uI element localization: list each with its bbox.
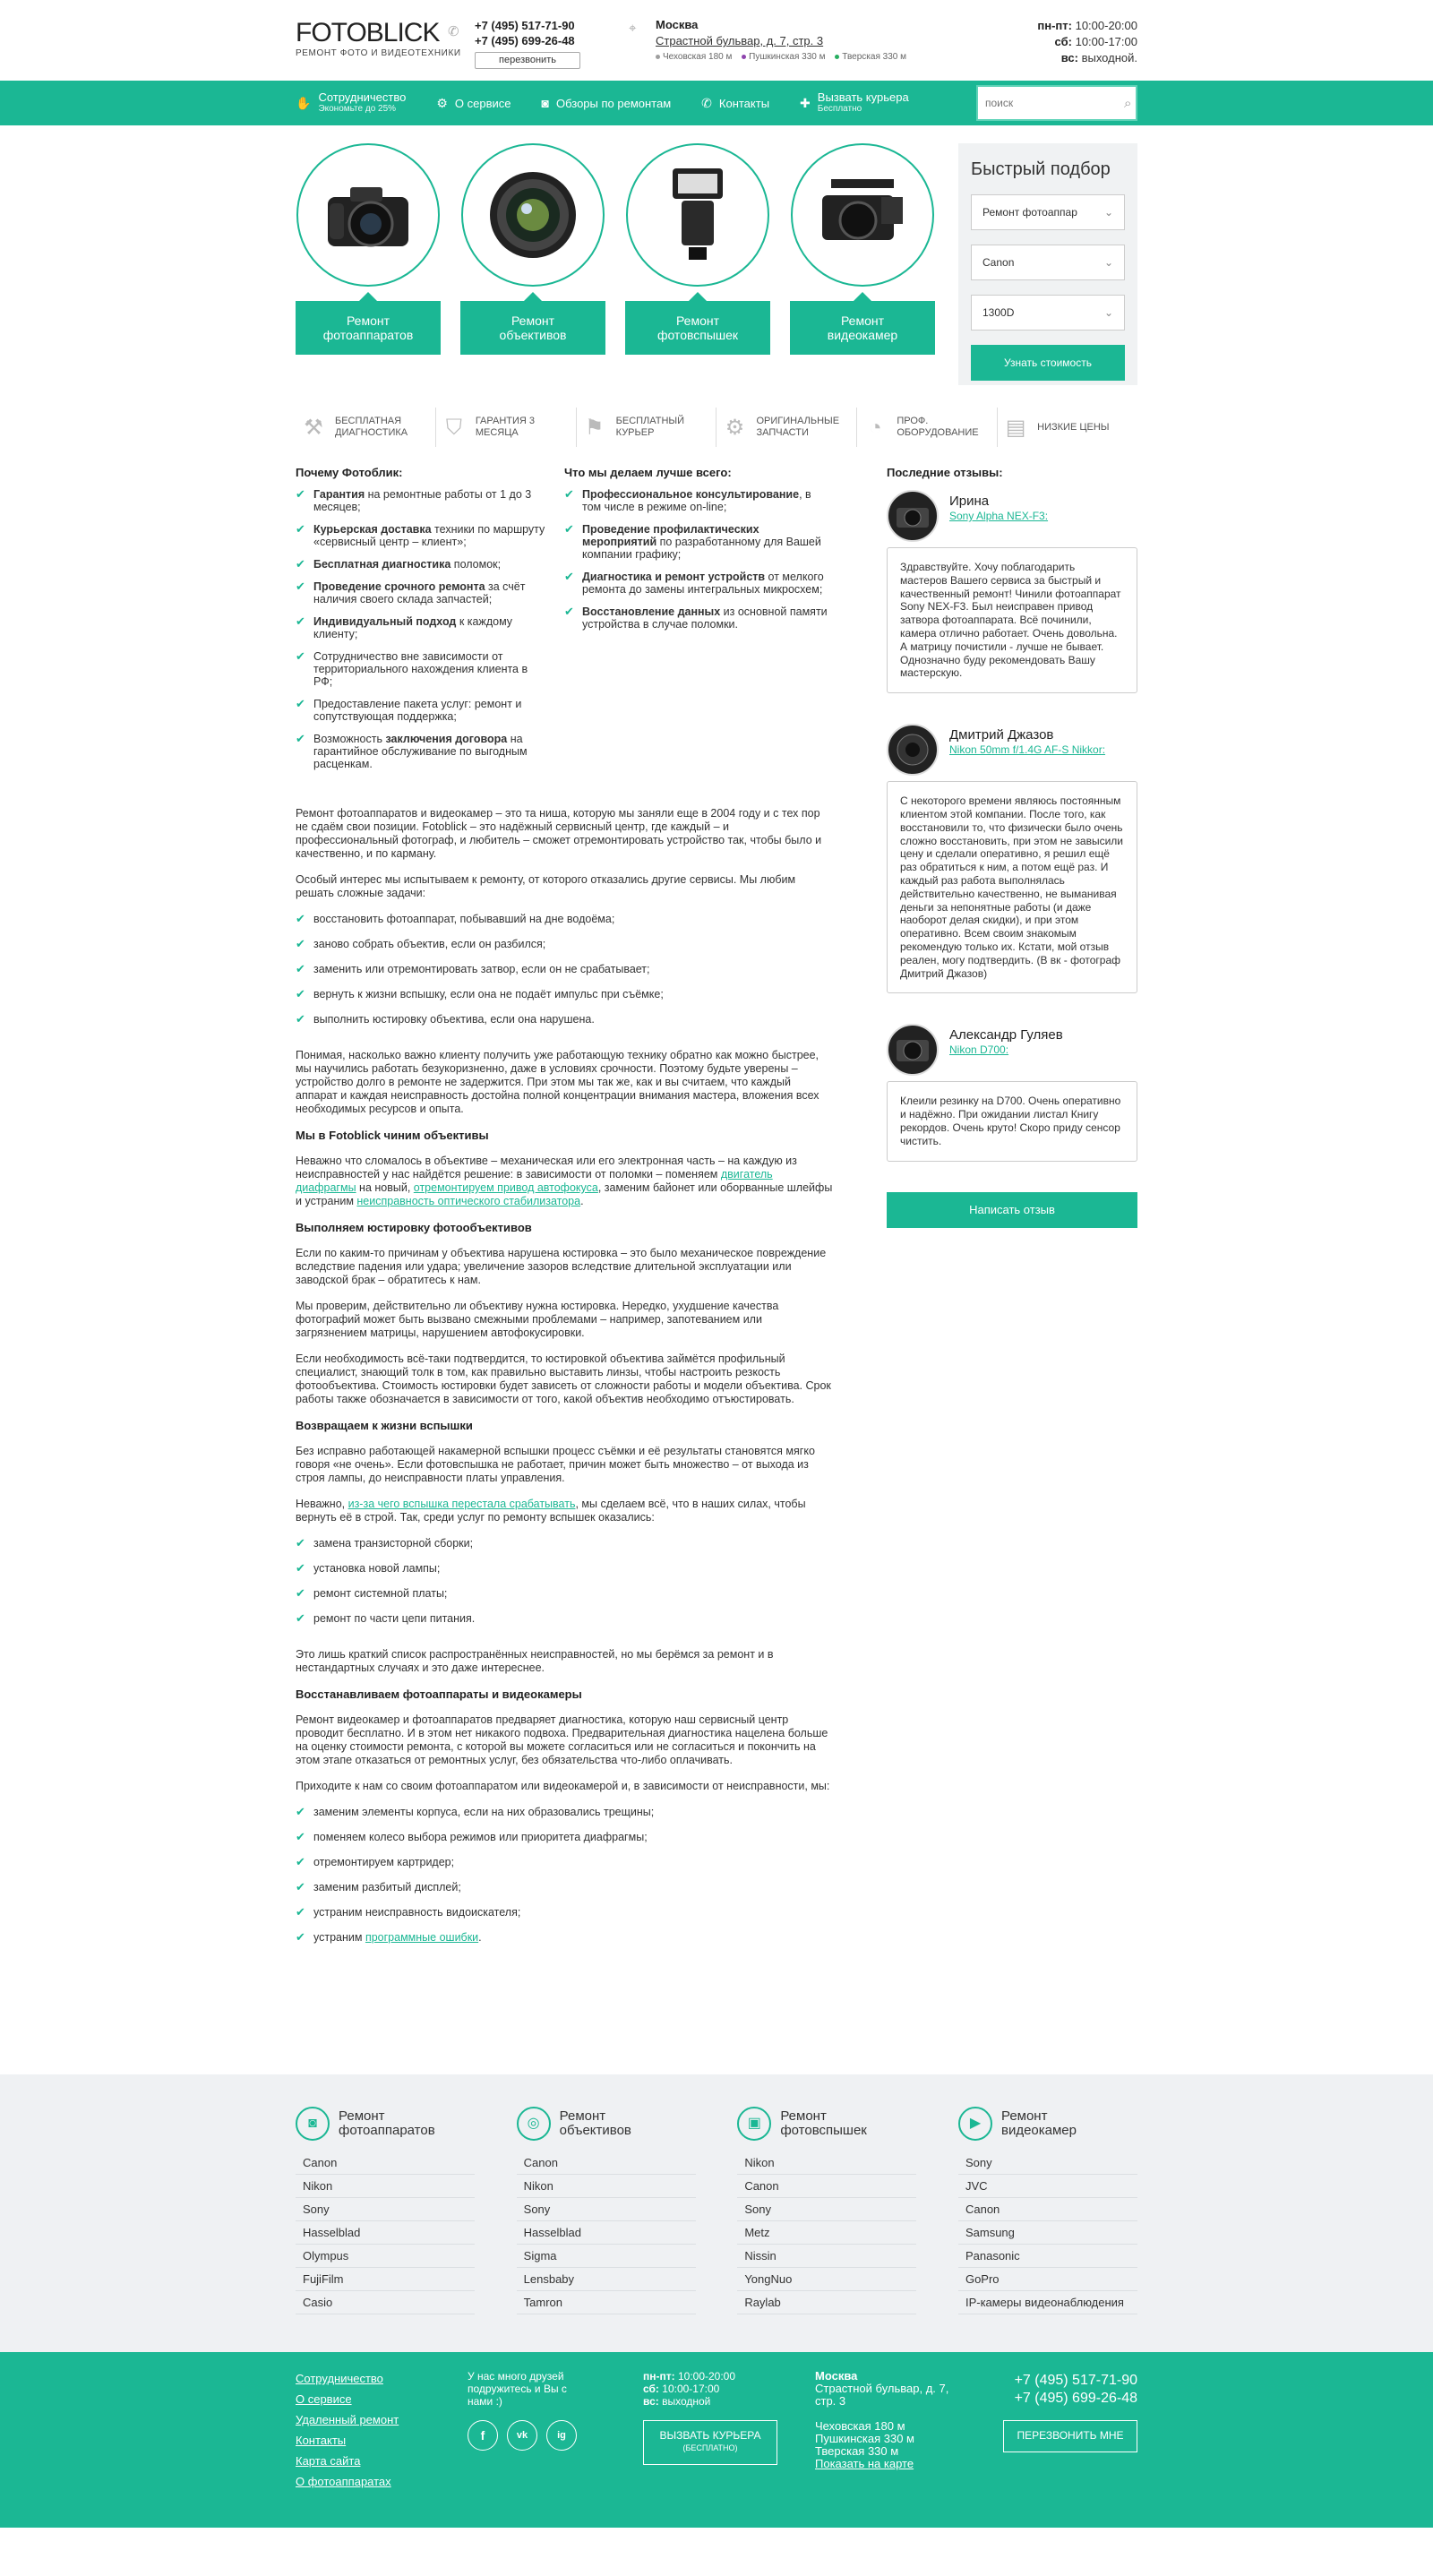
list-item: ✔ Возможность заключения договора на гарантийное обслуживание по выгодным расценкам.	[296, 733, 546, 770]
avatar	[887, 490, 939, 542]
list-item: ✔ заменим элементы корпуса, если на них образовались трещины;	[296, 1806, 833, 1818]
footer-social	[468, 2370, 593, 2451]
review-card	[887, 490, 1137, 693]
lens-icon: ◎	[517, 2107, 551, 2141]
service-flashes[interactable]	[625, 143, 770, 355]
chevron-down-icon: ⌄	[1103, 256, 1113, 269]
review-text: С некоторого времени являюсь постоянным клиентом этой компании. После того, как восстановили то, что физически было очень сложно восстановить, при этом не завысили цену и сделали оперативно, я решил ещё раз обратиться к ним, а потом ещё раз. И каждый раз работа выполнялась действительно качественно, не выманивая деньги за непонятные работы (и даже наоборот делая скидки), и при этом оперативно. Всем своим знакомым рекомендую только их. Кстати, мой отзыв реален, могу подтвердить. (В вк - фотограф Дмитрий Джазов)	[887, 781, 1137, 993]
brand-link[interactable]: Hasselblad	[296, 2221, 475, 2245]
brand-link[interactable]: Nikon	[517, 2175, 696, 2198]
avatar	[887, 1024, 939, 1076]
why-us-block	[296, 466, 833, 780]
brand-link[interactable]: Olympus	[296, 2245, 475, 2268]
write-review-button[interactable]: Написать отзыв	[887, 1192, 1137, 1228]
phone-icon: ✆	[448, 24, 459, 39]
nav-courier[interactable]: ✚ Вызвать курьера Бесплатно	[800, 90, 909, 114]
flash-icon: ▣	[737, 2107, 771, 2141]
header-street[interactable]: Страстной бульвар, д. 7, стр. 3	[656, 34, 824, 47]
feature-item: ⚑ БЕСПЛАТНЫЙ КУРЬЕР	[577, 408, 717, 447]
list-item: ✔ ремонт по части цепи питания.	[296, 1612, 833, 1625]
footer-hours	[643, 2370, 777, 2465]
service-videocams[interactable]	[790, 143, 935, 355]
friends-text: У нас много друзей подружитесь и Вы с нами :)	[468, 2370, 567, 2408]
review-text: Здравствуйте. Хочу поблагодарить мастеров Вашего сервиса за быстрый и качественный ремонт! Чинили фотоаппарат Sony NEX-F3. Был неисправен привод затвора фотоаппарата. Всё починили, камера отлично работает. Очень довольна. А матрицу почистили - лучше не бывает. Однозначно буду рекомендовать Вашу мастерскую.	[887, 547, 1137, 693]
list-item: ✔ Предоставление пакета услуг: ремонт и сопутствующая поддержка;	[296, 698, 546, 723]
feature-item: ⛉ ГАРАНТИЯ 3 МЕСЯЦА	[436, 408, 577, 447]
feature-item: ◔ ПРОФ. ОБОРУДОВАНИЕ	[857, 408, 998, 447]
camera-icon: ◙	[541, 96, 549, 110]
brand-link[interactable]: FujiFilm	[296, 2268, 475, 2291]
header-address	[629, 18, 914, 62]
service-cameras[interactable]	[296, 143, 441, 355]
brands-lenses: ◎ Ремонт объективов Canon Nikon Sony Hasselblad Sigma Lensbaby Tamron	[517, 2107, 696, 2314]
brand-link[interactable]: Tamron	[517, 2291, 696, 2314]
article-link[interactable]: программные ошибки	[365, 1931, 479, 1944]
courier-icon: ✚	[800, 95, 811, 110]
brand-link[interactable]: JVC	[958, 2175, 1137, 2198]
review-card	[887, 1024, 1137, 1161]
section-heading: Возвращаем к жизни вспышки	[296, 1419, 473, 1432]
service-label: Ремонт фотоаппаратов	[296, 301, 441, 355]
list-item: ✔ замена транзисторной сборки;	[296, 1537, 833, 1550]
price-icon: ▤	[1005, 415, 1026, 440]
main-column	[296, 466, 833, 1956]
lens-image	[461, 143, 605, 287]
header-phones	[448, 18, 580, 69]
section-heading: Мы в Fotoblick чиним объективы	[296, 1129, 489, 1142]
list-item: ✔ отремонтируем картридер;	[296, 1856, 833, 1868]
reviews-column	[887, 466, 1137, 1228]
avatar	[887, 724, 939, 776]
list-item: ✔ Сотрудничество вне зависимости от территориального нахождения клиента в РФ;	[296, 650, 546, 688]
list-item: ✔ Курьерская доставка техники по маршруту «сервисный центр – клиент»;	[296, 523, 546, 548]
diagnostics-icon: ⚒	[304, 415, 323, 440]
list-item: ✔ Проведение срочного ремонта за счёт наличия своего склада запчастей;	[296, 580, 546, 605]
service-label: Ремонт объективов	[460, 301, 605, 355]
services-section	[296, 143, 1137, 389]
brand-link[interactable]: Sony	[517, 2198, 696, 2221]
brand-link[interactable]: Canon	[737, 2175, 916, 2198]
brand-link[interactable]: Samsung	[958, 2221, 1137, 2245]
model-select[interactable]: 1300D ⌄	[971, 295, 1125, 331]
brands-videocams: ▶ Ремонт видеокамер Sony JVC Canon Samsung Panasonic GoPro IP-камеры видеонаблюдения	[958, 2107, 1137, 2314]
list-item: ✔ Диагностика и ремонт устройств от мелкого ремонта до замены интегральных микросхем;	[564, 571, 833, 596]
article-link[interactable]: неисправность оптического стабилизатора	[356, 1195, 581, 1207]
footer	[0, 2352, 1433, 2528]
metro-dot-icon	[742, 55, 746, 59]
brand-link[interactable]: Hasselblad	[517, 2221, 696, 2245]
shield-icon: ⛉	[445, 415, 462, 440]
callback-button[interactable]: перезвонить	[475, 52, 580, 69]
list-item: ✔ Бесплатная диагностика поломок;	[296, 558, 546, 571]
main-nav	[0, 81, 1433, 125]
list-flash-services	[296, 1537, 833, 1625]
list-hard-tasks	[296, 913, 833, 1026]
footer-callback-button[interactable]: ПЕРЕЗВОНИТЬ МНЕ	[1003, 2420, 1137, 2452]
header-city: Москва	[656, 18, 699, 31]
brands-section	[0, 2074, 1433, 2352]
article-link[interactable]: из-за чего вспышка перестала срабатывать	[348, 1498, 576, 1510]
logo-subtitle: РЕМОНТ ФОТО И ВИДЕОТЕХНИКИ	[296, 48, 461, 58]
footer-link[interactable]: Контакты	[296, 2434, 347, 2447]
logo-name: FOTOBLICK	[296, 18, 440, 47]
gear-icon: ⚙	[725, 415, 745, 440]
review-text: Клеили резинку на D700. Очень оперативно и надёжно. При ожидании листал Книгу рекордов. Очень круто! Скоро приду сенсор чистить.	[887, 1081, 1137, 1161]
footer-link[interactable]: О фотоаппаратах	[296, 2475, 391, 2488]
hours-row: вс: выходной	[643, 2395, 711, 2408]
hours-row: сб: 10:00-17:00	[1054, 35, 1137, 48]
service-lenses[interactable]	[460, 143, 605, 355]
brand-link[interactable]: Sony	[737, 2198, 916, 2221]
list-item: ✔ устраним неисправность видоискателя;	[296, 1906, 833, 1919]
chevron-down-icon: ⌄	[1103, 206, 1113, 219]
footer-contacts	[1003, 2372, 1137, 2452]
header	[0, 0, 1433, 81]
brand-link[interactable]: Nikon	[737, 2151, 916, 2175]
videocam-icon: ▶	[958, 2107, 992, 2141]
article-link[interactable]: отремонтируем привод автофокуса	[413, 1181, 598, 1194]
features-strip	[296, 401, 1137, 453]
brand-link[interactable]: IP-камеры видеонаблюдения	[958, 2291, 1137, 2314]
brand-link[interactable]: Canon	[517, 2151, 696, 2175]
list-item: ✔ установка новой лампы;	[296, 1562, 833, 1575]
footer-address: Москва Страстной бульвар, д. 7, стр. 3 Чеховская 180 м Пушкинская 330 м Тверская 330 м Показать на карте	[815, 2369, 949, 2470]
list-item: ✔ вернуть к жизни вспышку, если она не подаёт импульс при съёмке;	[296, 988, 833, 1000]
why-fotoblick: Почему Фотоблик: ✔ Гарантия на ремонтные работы от 1 до 3 месяцев; ✔ Курьерская доставка техники по маршруту «сервисный центр – клиент»; ✔ Бесплатная диагностика поломок; ✔ Проведение срочного ремонта за счёт наличия своего склада запчастей; ✔ Индивидуальный подход к каждому клиенту; ✔ Сотрудничество вне зависимости от территориального нахождения клиента в РФ; ✔ Предоставление пакета услуг: ремонт и сопутствующая поддержка; ✔ Возможность заключения договора на гарантийное обслуживание по выгодным расценкам.	[296, 466, 564, 780]
camera-icon: ◙	[296, 2107, 330, 2141]
camera-image	[296, 143, 440, 287]
brand-select[interactable]: Canon ⌄	[971, 245, 1125, 280]
feature-item: ⚙ ОРИГИНАЛЬНЫЕ ЗАПЧАСТИ	[716, 408, 857, 447]
brand-link[interactable]: Panasonic	[958, 2245, 1137, 2268]
hours-row: пн-пт: 10:00-20:00	[643, 2370, 736, 2383]
vk-icon[interactable]: vk	[507, 2420, 537, 2451]
footer-phone-1[interactable]: +7 (495) 517-71-90	[1014, 2373, 1137, 2388]
metro-item: Тверская 330 м	[835, 52, 906, 62]
footer-link[interactable]: О сервисе	[296, 2392, 352, 2406]
list-item: ✔ Восстановление данных из основной памяти устройства в случае поломки.	[564, 605, 833, 631]
hours-row: вс: выходной.	[1060, 51, 1137, 64]
service-select[interactable]: Ремонт фотоаппар ⌄	[971, 194, 1125, 230]
metro-dot-icon	[656, 55, 660, 59]
logo[interactable]	[296, 20, 461, 58]
metro-list	[656, 52, 914, 62]
brand-link[interactable]: Lensbaby	[517, 2268, 696, 2291]
footer-link[interactable]: Карта сайта	[296, 2454, 361, 2468]
search-input[interactable]	[985, 97, 1124, 109]
gear-icon: ⚙	[436, 95, 448, 110]
header-phone-1[interactable]: +7 (495) 517-71-90	[475, 19, 575, 32]
nav-cooperation[interactable]: ✋ Сотрудничество Экономьте до 25%	[296, 90, 407, 114]
header-phone-2[interactable]: +7 (495) 699-26-48	[475, 34, 575, 47]
header-hours	[1037, 18, 1137, 66]
brand-link[interactable]: YongNuo	[737, 2268, 916, 2291]
list-item: ✔ заменим разбитый дисплей;	[296, 1881, 833, 1893]
brand-link[interactable]: Nissin	[737, 2245, 916, 2268]
courier-icon: ⚑	[584, 415, 605, 440]
gauge-icon: ◔	[869, 415, 882, 440]
list-item: ✔ заменить или отремонтировать затвор, если он не срабатывает;	[296, 963, 833, 975]
phone-icon: ✆	[701, 95, 712, 110]
brand-link[interactable]: Canon	[296, 2151, 475, 2175]
metro-item: Пушкинская 330 м	[742, 52, 825, 62]
brand-link[interactable]: Nikon	[296, 2175, 475, 2198]
service-label: Ремонт видеокамер	[790, 301, 935, 355]
facebook-icon[interactable]: f	[468, 2420, 498, 2451]
brand-link[interactable]: Sigma	[517, 2245, 696, 2268]
quick-select-title: Быстрый подбор	[971, 159, 1111, 179]
nav-contacts[interactable]: ✆ Контакты	[701, 95, 770, 110]
location-pin-icon: ⌖	[629, 21, 637, 36]
reviewer-name: Дмитрий Джазов	[949, 727, 1054, 743]
footer-phone-2[interactable]: +7 (495) 699-26-48	[1014, 2391, 1137, 2406]
list-item: ✔ заново собрать объектив, если он разбился;	[296, 938, 833, 950]
brand-link[interactable]: Sony	[296, 2198, 475, 2221]
list-item: ✔ ремонт системной платы;	[296, 1587, 833, 1600]
metro-item: Чеховская 180 м	[656, 52, 732, 62]
hours-row: сб: 10:00-17:00	[643, 2383, 720, 2395]
article-link[interactable]: двигатель диафрагмы	[296, 1168, 773, 1194]
brand-link[interactable]: GoPro	[958, 2268, 1137, 2291]
article: Ремонт фотоаппаратов и видеокамер – это та ниша, которую мы заняли еще в 2004 году и с тех пор не сдаём свои позиции. Fotoblick – это надёжный сервисный центр, где каждый – и профессиональный фотограф, и любитель – сможет отремонтировать устройство так, чтобы было и качественно, и по карману. Особый интерес мы испытываем к ремонту, от которого отказались другие сервисы. Мы любим решать сложные задачи: ✔ восстановить фотоаппарат, побывавший на дне водоёма; ✔ заново собрать объектив, если он разбился; ✔ заменить или отремонтировать затвор, если он не срабатывает; ✔ вернуть к жизни вспышку, если она не подаёт импульс при съёмке; ✔ выполнить юстировку объектива, если она нарушена. Понимая, насколько важно клиенту получить уже работающую технику обратно как можно быстрее, мы научились работать безукоризненно, даже в условиях срочности. Поэтому будьте уверены – устройство долго в ремонте не задержится. При этом мы так же, как и вы считаем, что каждый аппарат и каждая неисправность достойна полной концентрации внимания мастера, вложения всех необходимых ресурсов и опыта. Мы в Fotoblick чиним объективы Неважно что сломалось в объективе – механическая или его электронная часть – на каждую из неисправностей у нас найдётся решение: в зависимости от поломки – поменяем двигатель диафрагмы на новый, отремонтируем привод автофокуса, заменим байонет или оборванные шлейфы и устраним неисправность оптического стабилизатора. Выполняем юстировку фотообъективов Если по каким-то причинам у объектива нарушена юстировка – это было механическое повреждение вследствие падения или удара; увеличение зазоров вследствие длительной эксплуатации или заводской брак – обратитесь к нам. Мы проверим, действительно ли объективу нужна юстировка. Нередко, ухудшение качества фотографий может быть вызвано смежными проблемами – например, запотеванием или загрязнением матрицы, нарушением автофокусировки. Если необходимость всё-таки подтвердится, то юстировкой объектива займётся профильный специалист, знающий толк в том, как правильно выставить линзы, чтобы настроить резкость фотообъектива. Стоимость юстировки будет зависеть от сложности работы и модели объектива. Срок работы также обозначается в зависимости от того, какой объектив необходимо отъюстировать. Возвращаем к жизни вспышки Без исправно работающей накамерной вспышки процесс съёмки и её результаты становятся мягко говоря «не очень». Если фотовспышка не работает, причин может быть множество – от выхода из строя лампы, до неисправности платы управления. Неважно, из-за чего вспышка перестала срабатывать, мы сделаем всё, что в наших силах, чтобы вернуть её в строй. Так, среди услуг по ремонту вспышек оказались: ✔ замена транзисторной сборки; ✔ установка новой лампы; ✔ ремонт системной платы; ✔ ремонт по части цепи питания. Это лишь краткий список распространённых неисправностей, но мы берёмся за ремонт и в нестандартных случаях и это даже интереснее. Восстанавливаем фотоаппараты и видеокамеры Ремонт видеокамер и фотоаппаратов предваряет диагностика, которую наш сервисный центр проводит бесплатно. И в этом нет никакого подвоха. Предварительная диагностика нацелена больше на оценку стоимости ремонта, с которой вы можете согласиться или не согласиться и покончить на этом этапе отказаться от ремонтных услуг, без обязательства что-либо оплачивать. Приходите к нам со своим фотоаппаратом или видеокамерой и, в зависимости от неисправности, мы: ✔ заменим элементы корпуса, если на них образовались трещины; ✔ поменяем колесо выбора режимов или приоритета диафрагмы; ✔ отремонтируем картридер; ✔ заменим разбитый дисплей; ✔ устраним неисправность видоискателя; ✔ устраним программные ошибки.	[296, 807, 833, 1944]
brands-cameras: ◙ Ремонт фотоаппаратов Canon Nikon Sony Hasselblad Olympus FujiFilm Casio	[296, 2107, 475, 2314]
list-item: ✔ Гарантия на ремонтные работы от 1 до 3 месяцев;	[296, 488, 546, 513]
brand-link[interactable]: Raylab	[737, 2291, 916, 2314]
review-device-link[interactable]: Nikon 50mm f/1.4G AF-S Nikkor:	[949, 743, 1106, 757]
brand-link[interactable]: Canon	[958, 2198, 1137, 2221]
list-camera-repairs	[296, 1806, 833, 1944]
videocam-image	[791, 143, 934, 287]
footer-courier-button[interactable]: ВЫЗВАТЬ КУРЬЕРА (БЕСПЛАТНО)	[643, 2420, 777, 2465]
reviewer-name: Ирина	[949, 494, 990, 509]
list-item: ✔ Индивидуальный подход к каждому клиенту;	[296, 615, 546, 640]
review-device-link[interactable]: Nikon D700:	[949, 1043, 1009, 1057]
flash-image	[626, 143, 769, 287]
feature-item: ▤ НИЗКИЕ ЦЕНЫ	[998, 408, 1137, 447]
handshake-icon: ✋	[296, 95, 312, 110]
instagram-icon[interactable]: ig	[546, 2420, 577, 2451]
what-we-do-best: Что мы делаем лучше всего: ✔ Профессиональное консультирование, в том числе в режиме on-line; ✔ Проведение профилактических мероприятий по разработанному для Вашей компании графику; ✔ Диагностика и ремонт устройств от мелкого ремонта до замены интегральных микросхем; ✔ Восстановление данных из основной памяти устройства в случае поломки.	[564, 466, 833, 780]
chevron-down-icon: ⌄	[1103, 306, 1113, 319]
quick-select-panel	[958, 143, 1137, 385]
service-label: Ремонт фотовспышек	[625, 301, 770, 355]
list-item: ✔ восстановить фотоаппарат, побывавший на дне водоёма;	[296, 913, 833, 925]
footer-link[interactable]: Удаленный ремонт	[296, 2413, 399, 2426]
list-item: ✔ Проведение профилактических мероприятий по разработанному для Вашей компании графику;	[564, 523, 833, 561]
show-on-map-link[interactable]: Показать на карте	[815, 2457, 914, 2470]
nav-about[interactable]: ⚙ О сервисе	[436, 95, 511, 110]
content	[296, 466, 1137, 2074]
brand-link[interactable]: Casio	[296, 2291, 475, 2314]
hours-row: пн-пт: 10:00-20:00	[1037, 19, 1137, 32]
reviews-title: Последние отзывы:	[887, 466, 1003, 479]
list-item: ✔ выполнить юстировку объектива, если она нарушена.	[296, 1013, 833, 1026]
list-item: ✔ устраним программные ошибки.	[296, 1931, 833, 1944]
search-box	[976, 85, 1137, 121]
list-item: ✔ Профессиональное консультирование, в том числе в режиме on-line;	[564, 488, 833, 513]
footer-link[interactable]: Сотрудничество	[296, 2372, 383, 2385]
feature-item: ⚒ БЕСПЛАТНАЯ ДИАГНОСТИКА	[296, 408, 436, 447]
get-price-button[interactable]: Узнать стоимость	[971, 345, 1125, 381]
brands-flashes: ▣ Ремонт фотовспышек Nikon Canon Sony Metz Nissin YongNuo Raylab	[737, 2107, 916, 2314]
reviewer-name: Александр Гуляев	[949, 1027, 1063, 1043]
list-item: ✔ поменяем колесо выбора режимов или приоритета диафрагмы;	[296, 1831, 833, 1843]
review-card	[887, 724, 1137, 993]
footer-links	[296, 2372, 399, 2495]
search-icon[interactable]: ⌕	[1124, 95, 1132, 111]
nav-reviews[interactable]: ◙ Обзоры по ремонтам	[541, 96, 672, 110]
section-heading: Выполняем юстировку фотообъективов	[296, 1221, 532, 1234]
review-device-link[interactable]: Sony Alpha NEX-F3:	[949, 510, 1049, 522]
brand-link[interactable]: Metz	[737, 2221, 916, 2245]
metro-dot-icon	[835, 55, 839, 59]
brand-link[interactable]: Sony	[958, 2151, 1137, 2175]
section-heading: Восстанавливаем фотоаппараты и видеокамеры	[296, 1687, 582, 1701]
